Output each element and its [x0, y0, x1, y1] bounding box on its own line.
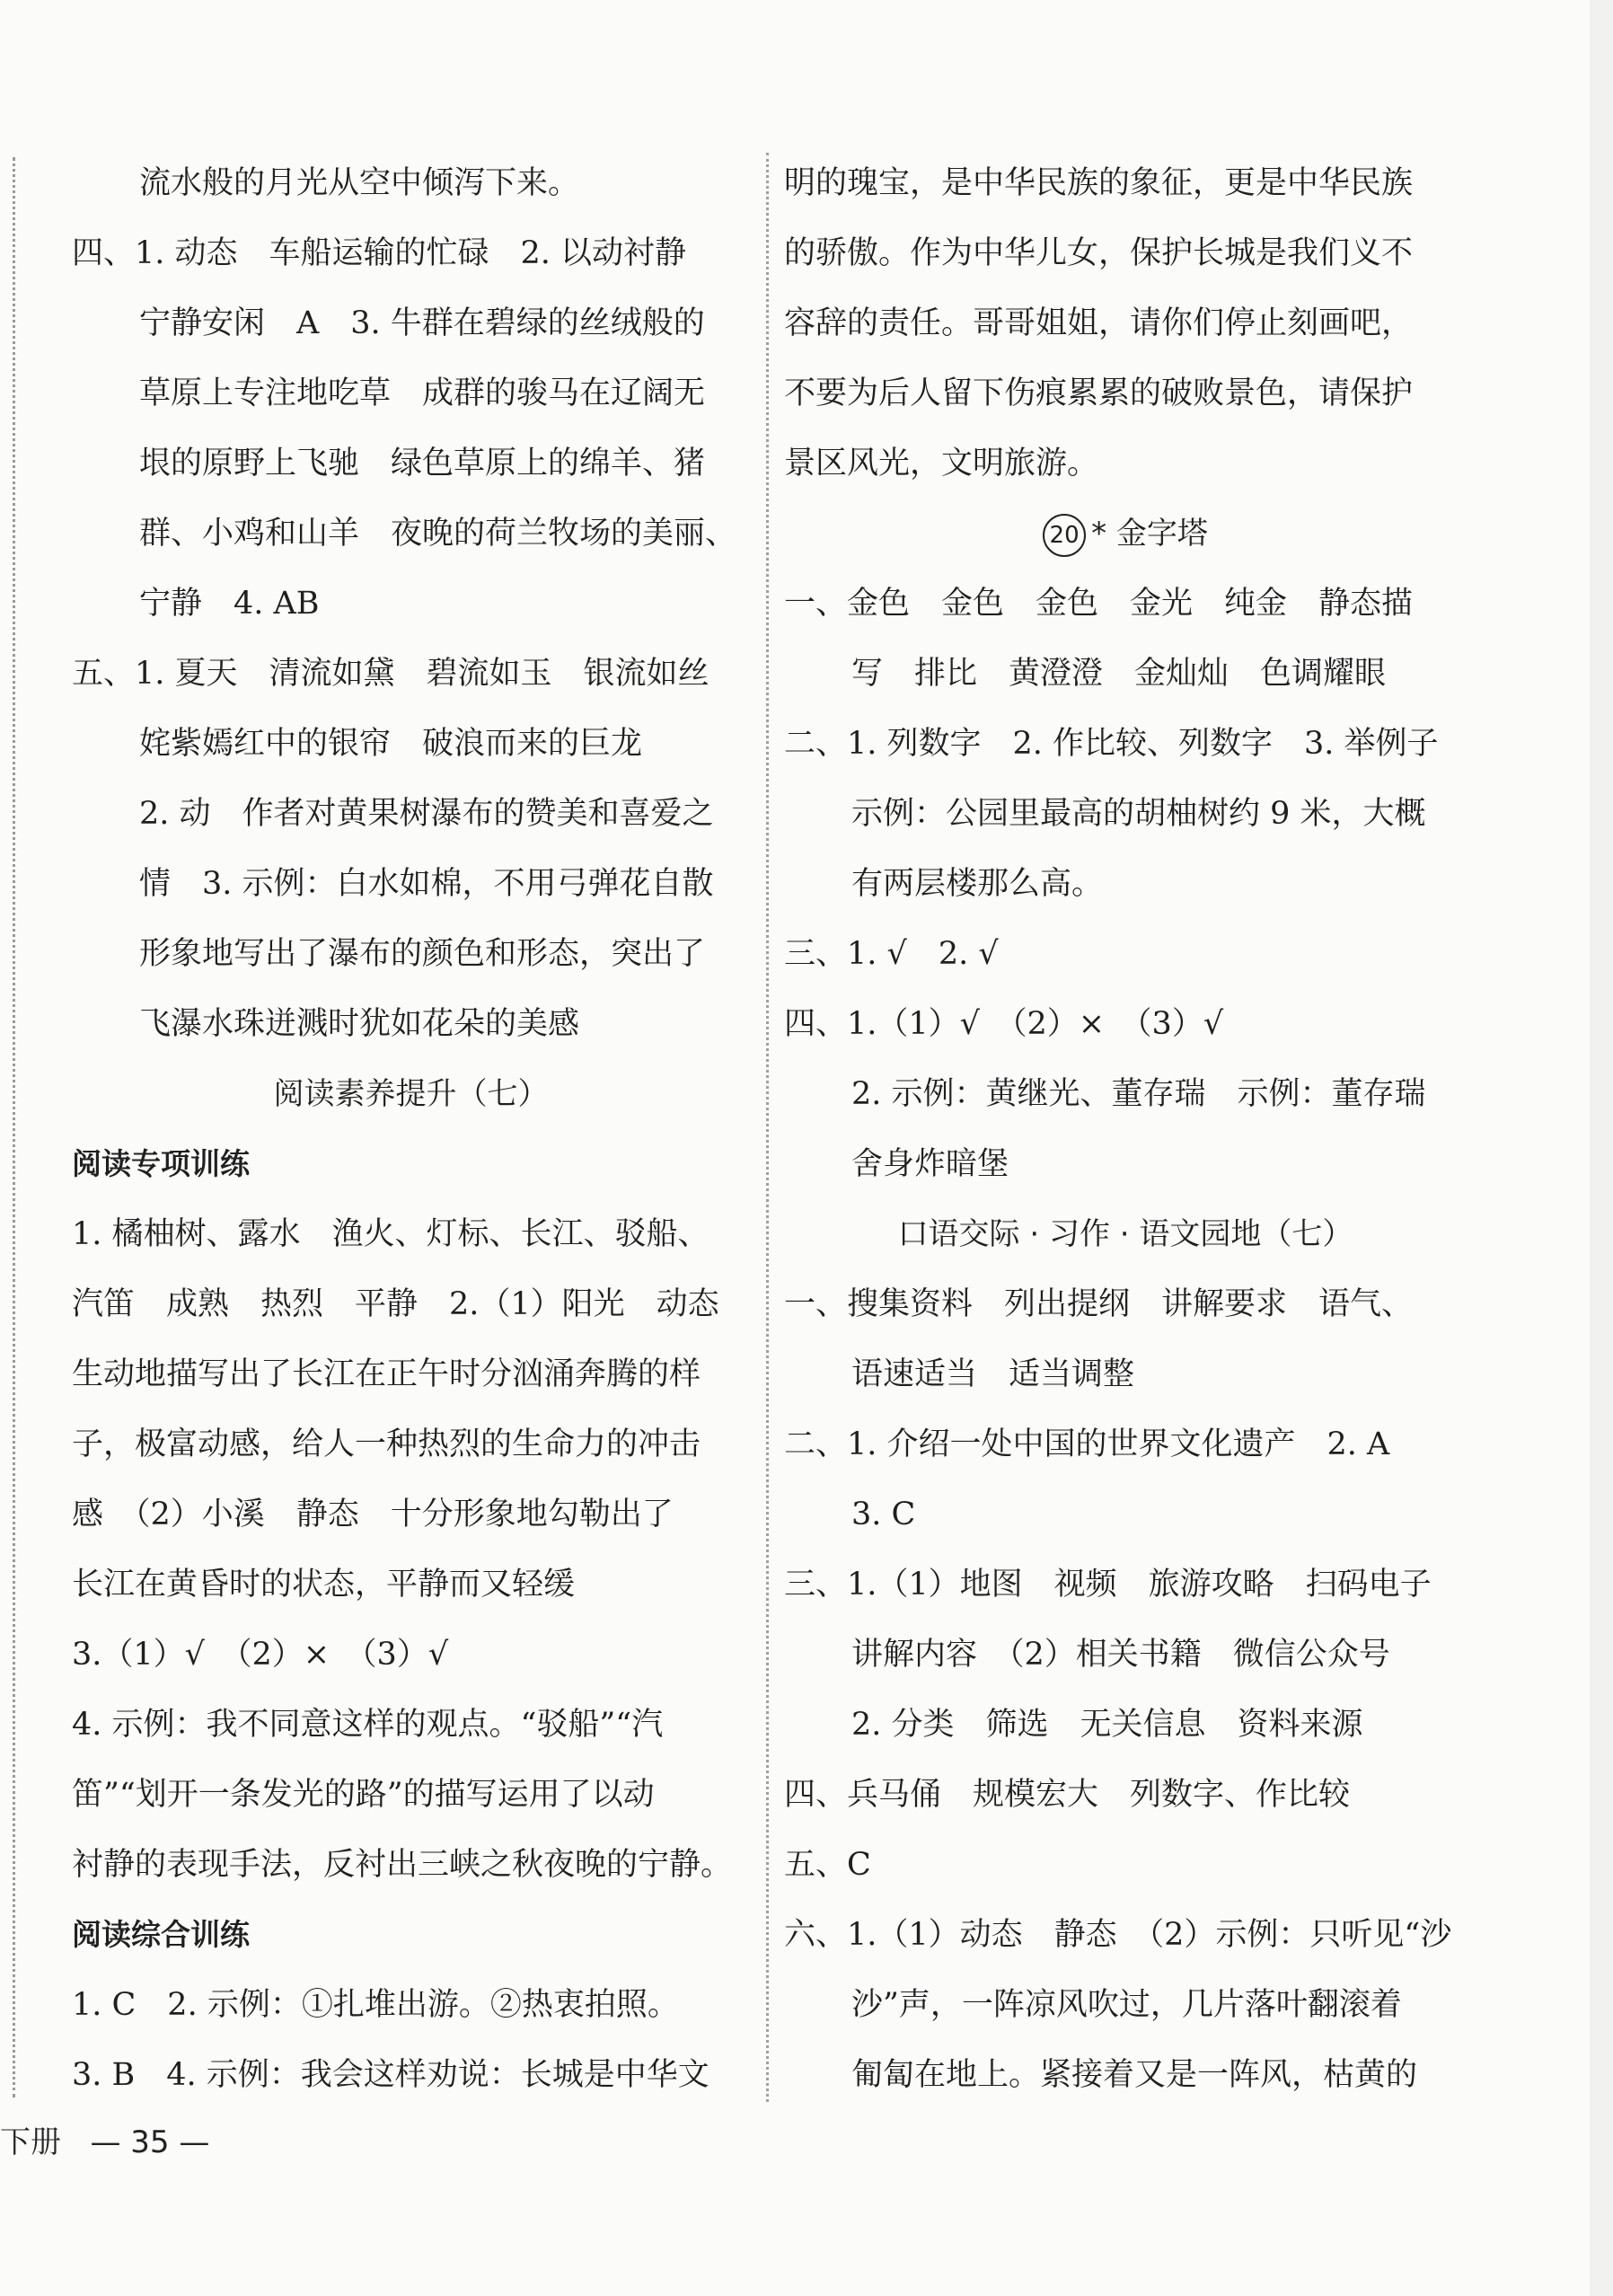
- answer-line: 长江在黄昏时的状态，平静而又轻缓: [72, 1567, 576, 1603]
- answer-line: 示例：公园里最高的胡柚树约 9 米，大概: [851, 796, 1426, 832]
- answer-line: 三、1.（1）地图 视频 旅游攻略 扫码电子: [784, 1567, 1432, 1603]
- answer-line: 讲解内容 （2）相关书籍 微信公众号: [851, 1637, 1390, 1673]
- section-title: [784, 1199, 1467, 1269]
- section-title: [72, 1059, 750, 1129]
- lesson-number-badge: 20: [1043, 514, 1086, 557]
- answer-line: 垠的原野上飞驰 绿色草原上的绵羊、猪: [139, 446, 706, 481]
- page-edge-shadow: [1590, 0, 1613, 2296]
- answer-line: 情 3. 示例：白水如棉，不用弓弹花自散: [139, 866, 714, 902]
- answer-line: 有两层楼那么高。: [851, 866, 1104, 902]
- binding-cut-line: [13, 157, 15, 2097]
- section-title-text: 阅读素养提升（七）: [273, 1076, 549, 1112]
- page-footer: [0, 2115, 209, 2169]
- answer-line: 流水般的月光从空中倾泻下来。: [139, 165, 580, 201]
- section-title-text: 口语交际 · 习作 · 语文园地（七）: [897, 1216, 1353, 1252]
- answer-line: 写 排比 黄澄澄 金灿灿 色调耀眼: [851, 656, 1387, 692]
- answer-line: 景区风光，文明旅游。: [784, 446, 1099, 481]
- answer-line: 感 （2）小溪 静态 十分形象地勾勒出了: [72, 1497, 674, 1532]
- left-column: [72, 148, 750, 2110]
- answer-line: 四、1. 动态 车船运输的忙碌 2. 以动衬静: [72, 235, 687, 271]
- footer-volume: 下册: [0, 2124, 61, 2160]
- answer-line: 容辞的责任。哥哥姐姐，请你们停止刻画吧，: [784, 305, 1414, 341]
- subsection-heading: 阅读综合训练: [72, 1917, 250, 1952]
- section-title: [784, 499, 1467, 569]
- answer-line: 形象地写出了瀑布的颜色和形态，突出了: [139, 936, 706, 972]
- answer-line: 2. 分类 筛选 无关信息 资料来源: [851, 1707, 1363, 1743]
- answer-line: 二、1. 介绍一处中国的世界文化遗产 2. A: [784, 1426, 1390, 1462]
- answer-line: 1. C 2. 示例：①扎堆出游。②热衷拍照。: [72, 1987, 679, 2023]
- answer-line: 汽笛 成熟 热烈 平静 2.（1）阳光 动态: [72, 1286, 719, 1322]
- answer-line: 一、搜集资料 列出提纲 讲解要求 语气、: [784, 1286, 1414, 1322]
- answer-line: 五、C: [784, 1847, 871, 1883]
- answer-line: 不要为后人留下伤痕累累的破败景色，请保护: [784, 375, 1414, 411]
- subsection-heading: 阅读专项训练: [72, 1146, 250, 1181]
- answer-line: 笛”“划开一条发光的路”的描写运用了以动: [72, 1777, 655, 1813]
- answer-line: 明的瑰宝，是中华民族的象征，更是中华民族: [784, 165, 1414, 201]
- answer-line: 2. 示例：黄继光、董存瑞 示例：董存瑞: [851, 1076, 1426, 1112]
- answer-line: 草原上专注地吃草 成群的骏马在辽阔无: [139, 375, 706, 411]
- answer-line: 二、1. 列数字 2. 作比较、列数字 3. 举例子: [784, 726, 1439, 762]
- answer-line: 一、金色 金色 金色 金光 纯金 静态描: [784, 586, 1414, 622]
- answer-line: 舍身炸暗堡: [851, 1146, 1009, 1182]
- answer-line: 的骄傲。作为中华儿女，保护长城是我们义不: [784, 235, 1414, 271]
- answer-line: 语速适当 适当调整: [851, 1356, 1135, 1392]
- answer-line: 3. C: [851, 1497, 916, 1532]
- answer-line: 六、1.（1）动态 静态 （2）示例：只听见“沙: [784, 1917, 1452, 1953]
- answer-line: 1. 橘柚树、露水 渔火、灯标、长江、驳船、: [72, 1216, 710, 1252]
- right-column: [784, 148, 1467, 2110]
- answer-line: 三、1. √ 2. √: [784, 936, 999, 972]
- answer-line: 子，极富动感，给人一种热烈的生命力的冲击: [72, 1426, 701, 1462]
- answer-line: 4. 示例：我不同意这样的观点。“驳船”“汽: [72, 1707, 664, 1743]
- page-number: — 35 —: [90, 2124, 210, 2160]
- answer-line: 2. 动 作者对黄果树瀑布的赞美和喜爱之: [139, 796, 714, 832]
- answer-line: 四、兵马俑 规模宏大 列数字、作比较: [784, 1777, 1351, 1813]
- answer-line: 四、1.（1）√ （2）× （3）√: [784, 1006, 1224, 1042]
- answer-line: 匍匐在地上。紧接着又是一阵风，枯黄的: [851, 2057, 1418, 2093]
- answer-line: 3. B 4. 示例：我会这样劝说：长城是中华文: [72, 2057, 710, 2093]
- answer-line: 3.（1）√ （2）× （3）√: [72, 1637, 449, 1673]
- answer-line: 飞瀑水珠迸溅时犹如花朵的美感: [139, 1006, 580, 1042]
- answer-line: 宁静 4. AB: [139, 586, 320, 622]
- answer-line: 群、小鸡和山羊 夜晚的荷兰牧场的美丽、: [139, 516, 737, 552]
- answer-line: 姹紫嫣红中的银帘 破浪而来的巨龙: [139, 726, 643, 762]
- answer-line: 沙”声，一阵凉风吹过，几片落叶翻滚着: [851, 1987, 1402, 2023]
- column-divider: [766, 153, 769, 2102]
- section-title-text: * 金字塔: [1091, 516, 1208, 552]
- answer-line: 宁静安闲 A 3. 牛群在碧绿的丝绒般的: [139, 305, 705, 341]
- answer-line: 生动地描写出了长江在正午时分汹涌奔腾的样: [72, 1356, 701, 1392]
- answer-line: 五、1. 夏天 清流如黛 碧流如玉 银流如丝: [72, 656, 710, 692]
- answer-line: 衬静的表现手法，反衬出三峡之秋夜晚的宁静。: [72, 1847, 733, 1883]
